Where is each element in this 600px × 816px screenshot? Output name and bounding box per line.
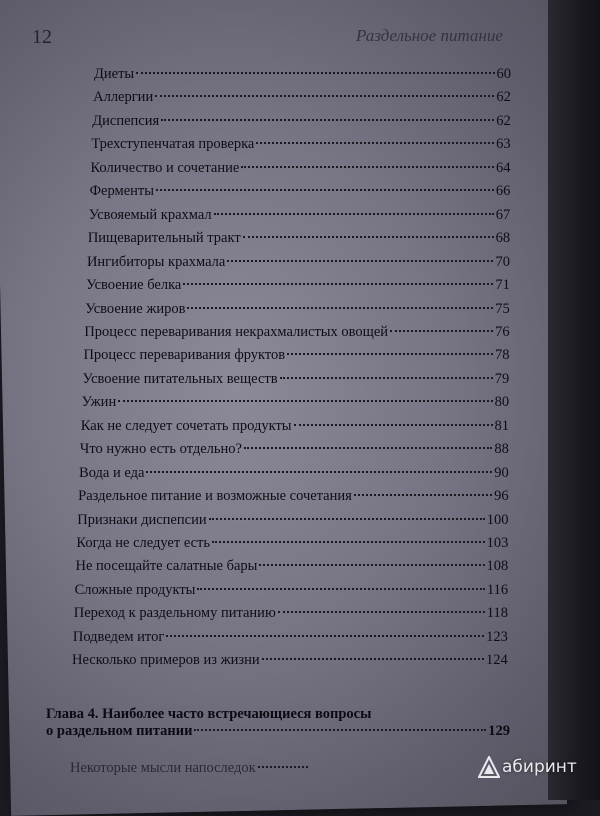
toc-entry [72,652,508,669]
toc-entry-label: Подведем итог [72,628,165,645]
dot-leader [256,142,494,144]
dot-leader [212,541,485,543]
toc-entry-page-number: 66 [495,183,511,200]
toc-entry-last [70,760,310,777]
toc-entry-label: Ферменты [89,183,154,200]
toc-entry-label: Некоторые мысли напоследок [70,760,256,776]
toc-entry-page-number: 71 [495,277,510,294]
toc-entry-page-number: 90 [494,464,509,481]
dot-leader [244,447,492,449]
toc-entry-page-number: 75 [495,300,510,317]
toc-entry-page-number: 123 [486,628,508,645]
toc-entry-page-number: 62 [496,89,511,106]
toc-entry-page-number: 62 [496,112,511,129]
toc-entry-page-number: 64 [495,159,511,176]
dot-leader [214,213,494,215]
dot-leader [259,564,484,566]
watermark-text: абиринт [502,757,577,777]
toc-entry [92,113,511,130]
toc-entry-page-number: 80 [494,394,510,411]
watermark-logo [478,756,577,778]
toc-entry [78,488,509,505]
toc-entry-label: Усвоение питательных веществ [82,370,278,387]
toc-entry [87,254,510,271]
dot-leader [166,635,484,637]
toc-entry-label: Ингибиторы крахмала [86,253,226,270]
toc-entry [83,371,510,388]
chapter-page-number: 129 [488,723,510,739]
toc-entry-label: Признаки диспепсии [77,511,207,528]
toc-entry-page-number: 68 [495,230,511,247]
toc-entry [89,207,511,224]
toc-entry-page-number: 60 [496,66,511,82]
toc-entry-label: Не посещайте салатные бары [75,558,258,575]
toc-entry-page-number: 63 [496,136,511,153]
toc-entry [88,230,510,247]
dot-leader [136,72,494,74]
chapter-title-line1: Глава 4. Наиболее часто встречающиеся вопросы [46,706,372,722]
dot-leader [287,353,493,355]
chapter-heading [46,706,510,740]
toc-entry-label: Усвоение жиров [85,300,186,317]
dot-leader [118,400,492,402]
toc-entry-page-number: 100 [486,511,509,528]
toc-entry [94,66,511,83]
page-number: 12 [32,26,52,48]
dot-leader [155,95,494,97]
toc-entry-label: Процесс переваривания фруктов [83,347,286,364]
toc-entry [80,441,509,458]
chapter-title-line2: о раздельном питании [46,723,193,739]
toc-entry-label: Количество и сочетание [90,159,240,176]
toc-entry [74,605,508,622]
toc-entry-label: Раздельное питание и возможные сочетания [78,488,352,505]
toc-entry-label: Переход к раздельному питанию [73,605,276,622]
toc-entry-page-number: 103 [486,535,509,551]
toc-entry [91,136,510,153]
toc-entry [82,394,510,411]
dot-leader [294,424,493,426]
toc-entry-label: Как не следует сочетать продукты [80,417,292,434]
toc-entry [90,183,511,200]
toc-entry-page-number: 81 [494,417,510,434]
dot-leader [194,729,486,731]
dot-leader [243,236,494,238]
running-title: Раздельное питание [356,26,503,45]
toc-entry [79,465,509,482]
toc-entry-label: Вода и еда [79,464,145,481]
toc-entry [93,89,511,106]
dot-leader [241,166,494,168]
dot-leader [258,766,308,768]
toc-entry-label: Трехступенчатая проверка [91,136,255,153]
toc-entry-page-number: 108 [486,558,509,575]
toc-entry [77,512,508,529]
dot-leader [187,307,493,309]
toc-entry [81,418,509,435]
toc-entry-label: Когда не следует есть [76,535,211,551]
toc-entry-page-number: 124 [486,652,508,669]
toc-entry-page-number: 96 [494,488,509,505]
chapter-title-line2-row [46,723,510,740]
dot-leader [262,658,484,660]
toc-entry-page-number: 76 [495,323,510,340]
dot-leader [227,260,493,262]
toc-entry-label: Пищеварительный тракт [87,230,241,247]
toc-entry-page-number: 67 [495,206,511,223]
dot-leader [278,611,485,613]
toc-entry [84,324,509,341]
dot-leader [354,494,492,496]
dot-leader [183,283,493,285]
toc-entry-label: Несколько примеров из жизни [72,652,260,669]
toc-entry-page-number: 88 [494,441,509,458]
toc-entry-label: Ужин [81,394,117,411]
toc-entry [76,535,508,552]
dot-leader [156,189,494,191]
toc-entry [83,347,509,364]
dot-leader [209,518,485,520]
dot-leader [390,330,493,332]
toc-entry-page-number: 78 [494,347,510,364]
toc-entry-label: Процесс переваривания некрахмалистых овощей [84,323,389,340]
toc-entry-label: Аллергии [93,89,154,106]
toc-entry-label: Усвояемый крахмал [88,206,212,223]
toc-entry-label: Сложные продукты [74,581,196,598]
toc-entry-label: Что нужно есть отдельно? [79,441,242,458]
toc-entry [90,160,510,177]
toc-entry-label: Диеты [94,66,135,82]
dot-leader [161,119,494,121]
toc-entry-page-number: 79 [494,370,510,387]
toc-entry [85,301,510,318]
toc-entry-label: Усвоение белка [86,277,182,294]
toc-entry [86,277,510,294]
toc-entry [76,558,509,575]
dot-leader [280,377,493,379]
dot-leader [197,588,485,590]
toc-entry-page-number: 118 [486,605,508,622]
toc-entry [73,629,508,646]
labirint-logo-icon [478,756,500,778]
toc-entry-label: Диспепсия [92,112,160,129]
dot-leader [146,471,492,473]
toc-entry-page-number: 116 [486,581,509,598]
toc-entry [75,582,509,599]
toc-entry-page-number: 70 [495,253,510,270]
